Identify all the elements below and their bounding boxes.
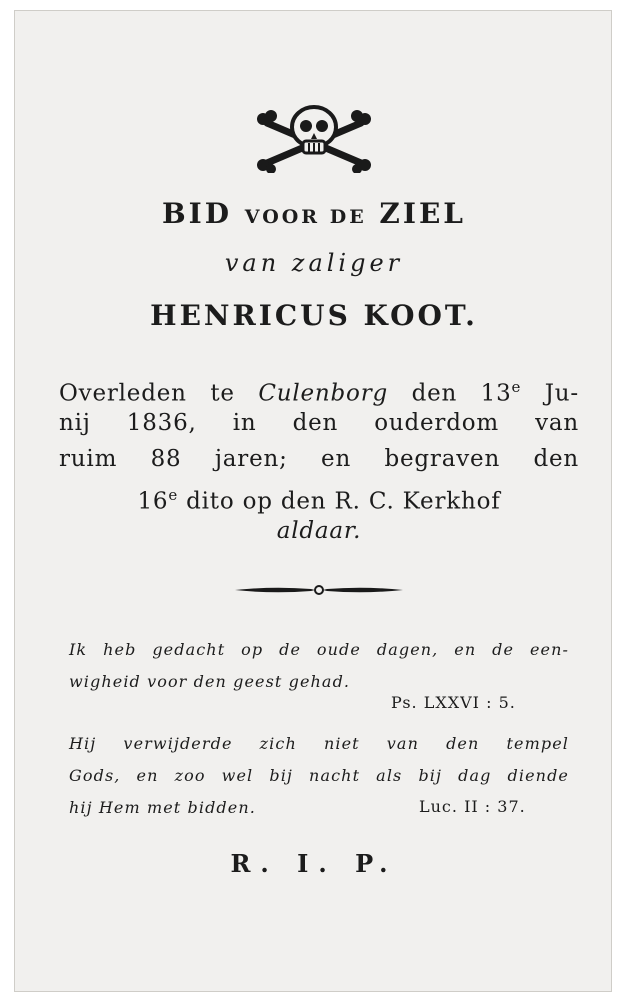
scripture-reference: Ps. LXXVI : 5. [391,693,516,712]
biography-line: aldaar. [276,518,362,544]
quote-line: Ik heb gedacht op de oude dagen, en de een- [69,640,569,659]
quote-line: hij Hem met bidden. [69,798,256,817]
skull-and-crossbones-icon [251,103,377,173]
quote-line: wigheid voor den geest gehad. [69,672,351,691]
heading-line [15,197,613,230]
heading-ziel: ZIEL [379,197,466,230]
biography-line: nij 1836, in den ouderdom van [59,410,579,436]
closing-rip: R. I. P. [230,849,398,878]
quote-line: Hij verwijderde zich niet van den tempel [69,734,569,753]
quote-line: Gods, en zoo wel bij nacht als bij dag diende [69,766,569,785]
scripture-reference: Luc. II : 37. [419,797,526,816]
heading-voor-de: VOOR DE [244,206,367,228]
ornamental-divider-icon [233,583,405,597]
biography-line: 16e dito op den R. C. Kerkhof [137,486,501,515]
biography-line: ruim 88 jaren; en begraven den [59,446,579,472]
heading-subtitle: van zaliger [224,249,404,277]
memorial-card [14,10,612,992]
biography-text [59,369,579,549]
heading-bid: BID [162,197,233,230]
scripture-quote [69,634,569,698]
biography-line: Overleden te Culenborg den 13e Ju- [59,378,579,407]
deceased-name: HENRICUS KOOT. [150,299,478,332]
